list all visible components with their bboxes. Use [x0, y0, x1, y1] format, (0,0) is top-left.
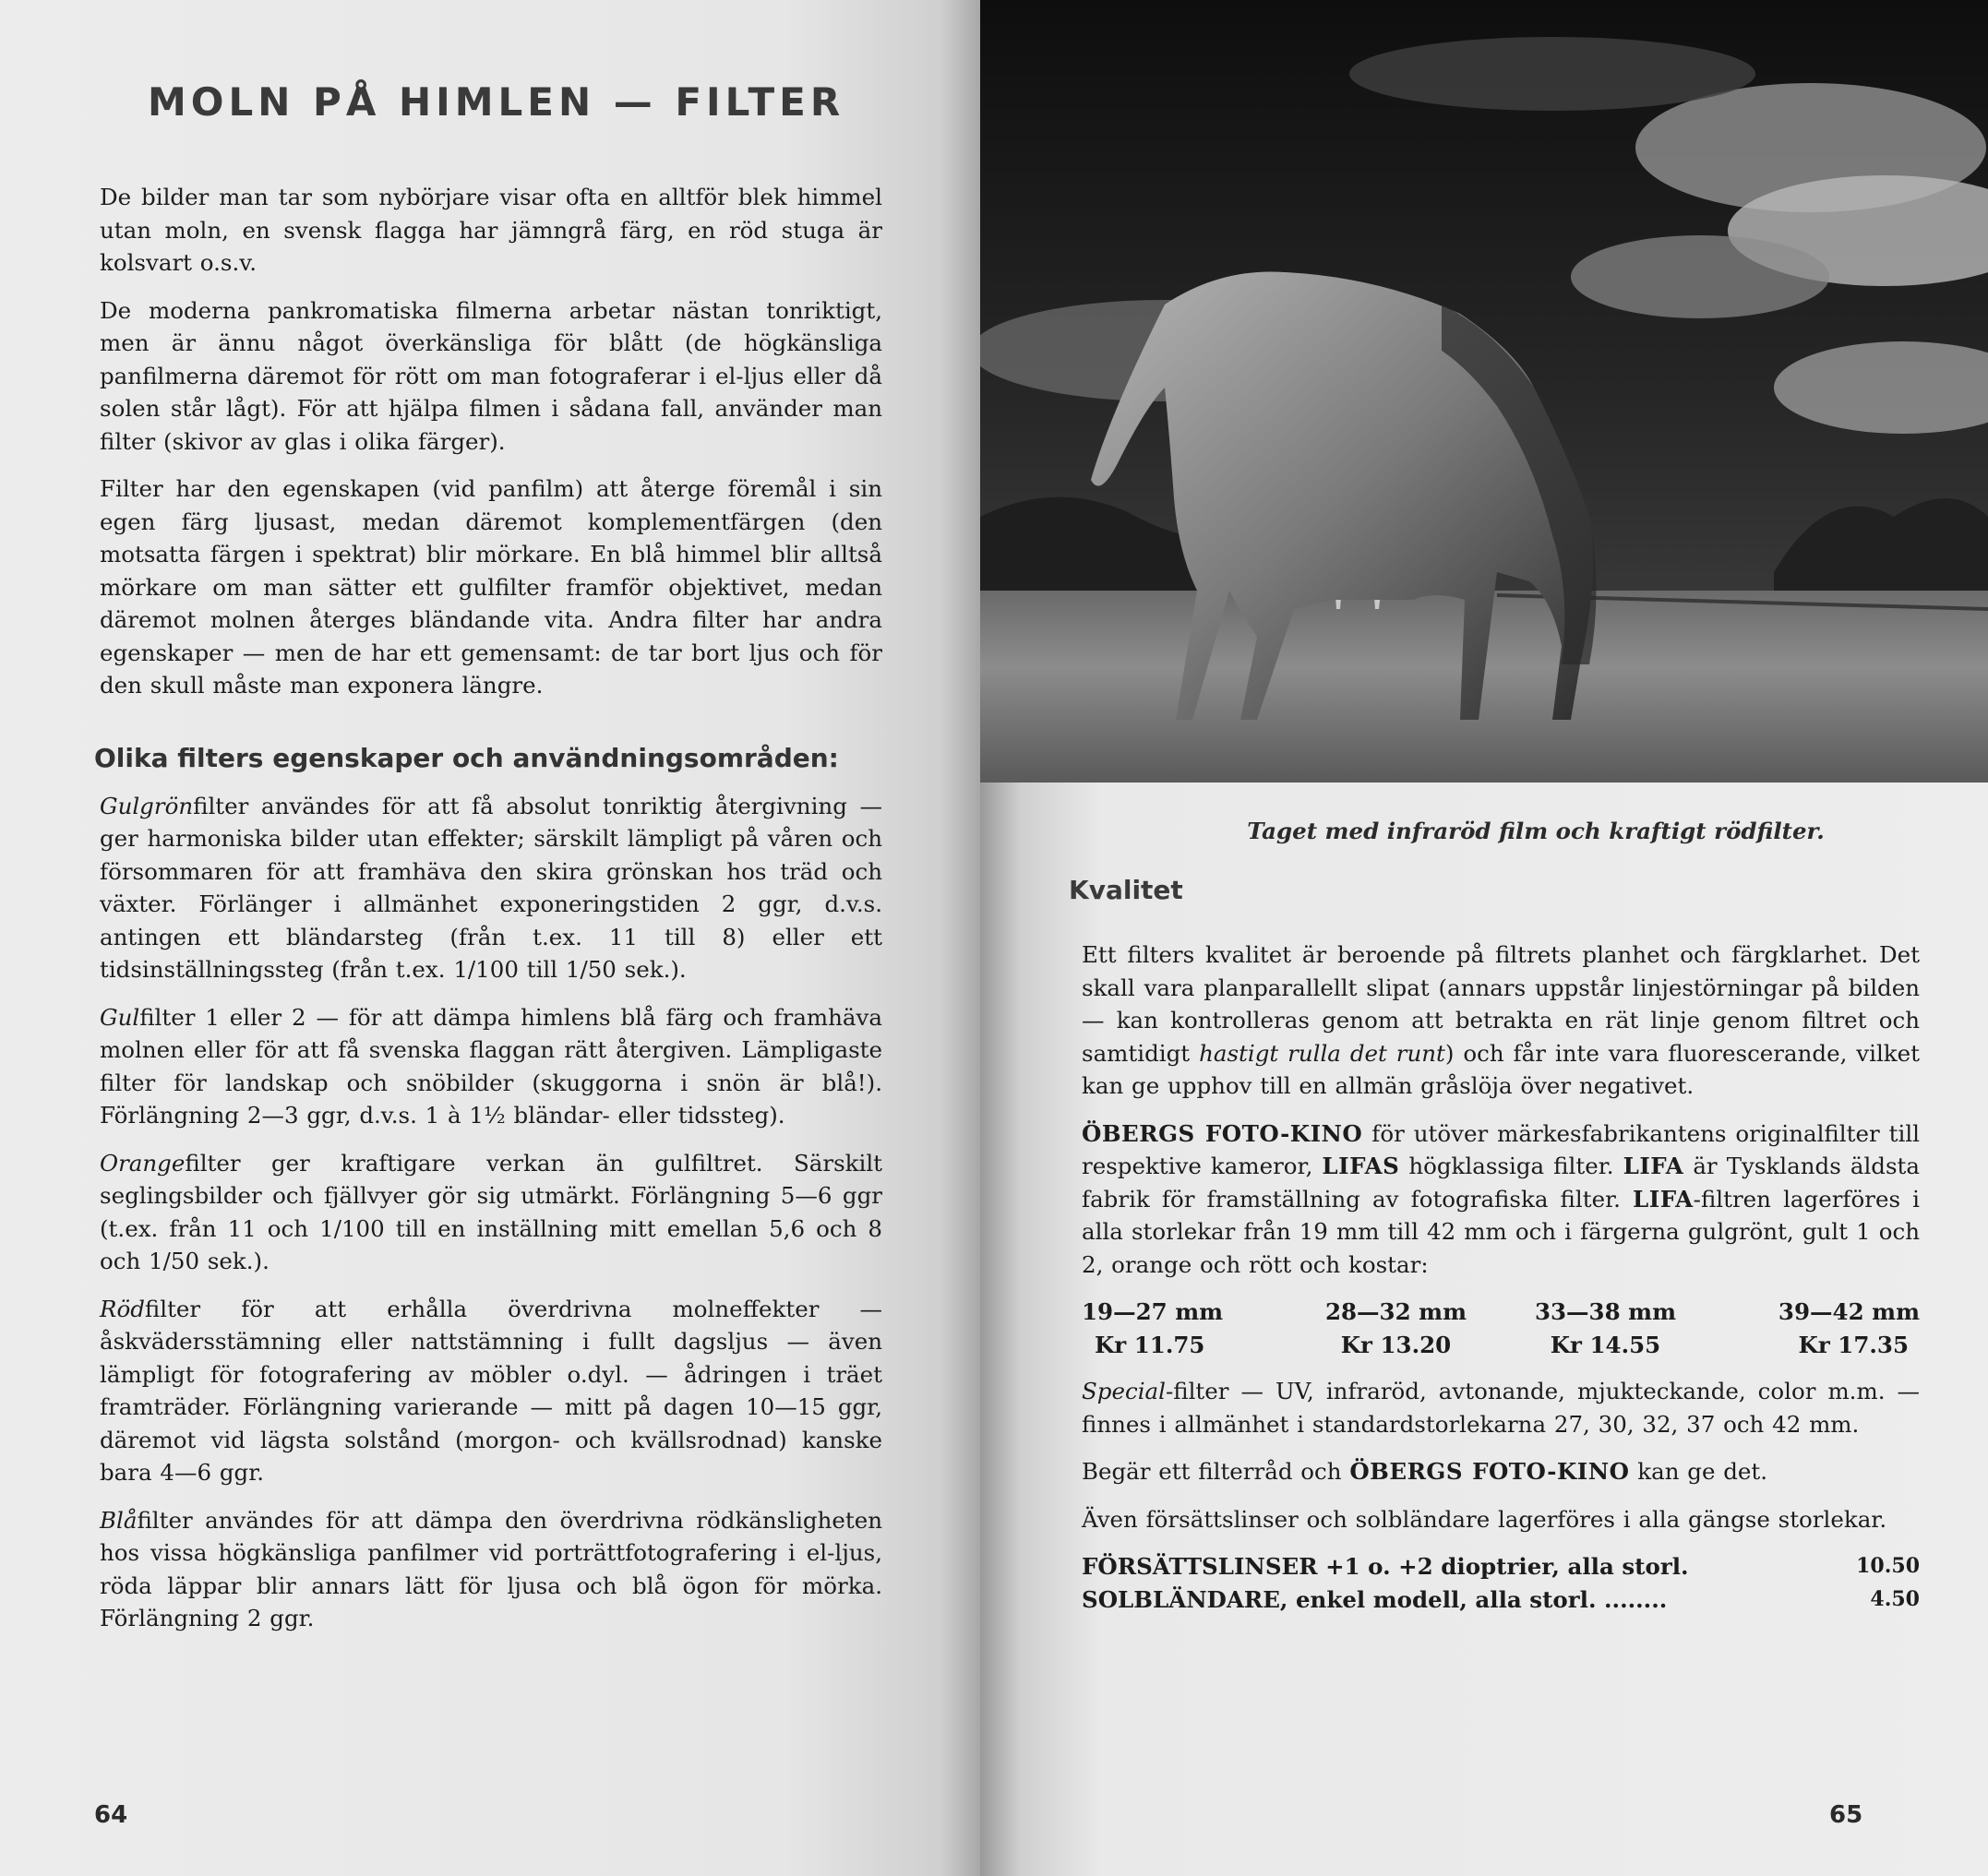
store-text: -filtren lagerföres i alla storlekar från 19 mm till 42 mm och i färgerna gulgrönt, gult 1 och 2, orange och rött och kostar: [1082, 1185, 1920, 1278]
page-number-left: 64 [94, 1801, 128, 1829]
filter-gulgron [100, 790, 882, 986]
filter-name: Gulgrön [100, 792, 194, 819]
filter-price-table [1082, 1296, 1920, 1362]
accessory-price: 4.50 [1870, 1586, 1920, 1611]
store-text: för utöver märkesfabrikantens originalfilter till respektive kameror, [1082, 1119, 1920, 1179]
filter-bla [100, 1504, 882, 1635]
price-cell: Kr 17.35 [1798, 1332, 1909, 1358]
accessory-line [1082, 1550, 1920, 1583]
filter-name: Orange [100, 1149, 186, 1177]
accessories-paragraph: Även försättslinser och solbländare lagerföres i alla gängse storlekar. [1082, 1505, 1887, 1533]
intro-paragraph-1: De bilder man tar som nybörjare visar ofta en alltför blek himmel utan moln, en svensk flagga har jämngrå färg, en röd stuga är kolsvart o.s.v. [100, 184, 882, 276]
quality-text-end: ) och får inte vara fluorescerande, vilket kan ge upphov till en allmän gråslöja över negativet. [1082, 1039, 1920, 1099]
intro-paragraph-3: Filter har den egenskapen (vid panfilm) att återge föremål i sin egen färg ljusast, medan däremot komplementfärgen (den motsatta färgen i spektrat) blir mörkare. En blå himmel blir alltså mörkare om man sätter ett gulfilter framför objektivet, medan däremot molnen återges bländande vita. Andra filter har andra egenskaper — men de har ett gemensamt: de tar bort ljus och för den skull måste man exponera längre. [100, 475, 882, 699]
price-cell: Kr 13.20 [1340, 1332, 1452, 1358]
left-page [0, 0, 980, 1876]
page-title: MOLN PÅ HIMLEN — FILTER [148, 79, 845, 125]
quality-text-emphasis: hastigt rulla det runt [1199, 1039, 1445, 1067]
left-text-column [94, 181, 882, 1650]
filter-description: filter användes för att dämpa den överdrivna rödkänsligheten hos vissa högkänsliga panfilmer vid porträttfotografering i el-ljus, röda läppar blir annars lätt för ljusa och blå ögon för mörka. Förlängning 2 ggr. [100, 1506, 882, 1631]
price-cell: Kr 14.55 [1550, 1332, 1661, 1358]
filters-subheading: Olika filters egenskaper och användningsområden: [94, 742, 839, 773]
advice-text: Begär ett filterråd och [1082, 1458, 1350, 1485]
size-cell: 39—42 mm [1778, 1298, 1920, 1325]
special-filter-text: -filter — UV, infraröd, avtonande, mjukteckande, color m.m. — finnes i allmänhet i standardstorlekarna 27, 30, 32, 37 och 42 mm. [1082, 1378, 1920, 1438]
lifa-brand: LIFA [1633, 1185, 1694, 1213]
filter-orange [100, 1147, 882, 1278]
accessory-price: 10.50 [1856, 1554, 1920, 1578]
accessory-label: SOLBLÄNDARE, enkel modell, alla storl. ........ [1082, 1585, 1668, 1613]
accessory-line [1082, 1583, 1920, 1617]
price-cell: Kr 11.75 [1095, 1332, 1205, 1358]
accessory-label: FÖRSÄTTSLINSER +1 o. +2 dioptrier, alla storl. [1082, 1553, 1689, 1580]
photo-caption: Taget med infraröd film och kraftigt rödfilter. [1247, 818, 1825, 844]
filter-gul [100, 1001, 882, 1132]
store-brand: ÖBERGS FOTO-KINO [1082, 1119, 1363, 1147]
cloud [1349, 37, 1755, 111]
horse-photo-illustration [980, 0, 1988, 783]
right-page [980, 0, 1988, 1876]
store-text: är Tysklands äldsta fabrik för framställning av fotografiska filter. [1082, 1153, 1920, 1213]
advice-paragraph [1082, 1455, 1920, 1488]
lifa-brand: LIFAS [1322, 1153, 1400, 1179]
size-cell: 33—38 mm [1534, 1298, 1677, 1325]
store-paragraph [1082, 1117, 1920, 1282]
right-text-column [1069, 875, 1920, 1616]
cloud [1571, 235, 1829, 318]
filter-description: filter ger kraftigare verkan än gulfiltret. Särskilt seglingsbilder och fjällvyer gör sig utmärkt. Förlängning 5—6 ggr (t.ex. från 11 och 1/100 till en inställning mitt emellan 5,6 och 8 och 1/50 sek.). [100, 1149, 882, 1274]
store-brand: ÖBERGS FOTO-KINO [1349, 1458, 1630, 1485]
filter-description: filter 1 eller 2 — för att dämpa himlens blå färg och framhäva molnen eller för att få svenska flaggan rätt återgiven. Lämpligaste filter för landskap och snöbilder (skuggorna i snön är blå!). Förlängning 2—3 ggr, d.v.s. 1 à 1½ bländar- eller tidssteg). [100, 1003, 882, 1129]
filter-description: filter användes för att få absolut tonriktig återgivning — ger harmoniska bilder utan effekter; särskilt lämpligt på våren och försommaren för att framhäva den skira grönskan hos träd och växter. Förlänger i allmänhet exponeringstiden 2 ggr, d.v.s. antingen ett bländarsteg (från t.ex. 11 till 8) eller ett tidsinställningssteg (från t.ex. 1/100 till 1/50 sek.). [100, 792, 882, 983]
special-filter-name: Special [1082, 1378, 1166, 1404]
quality-paragraph [1082, 938, 1920, 1103]
lifa-brand: LIFA [1623, 1153, 1684, 1179]
filter-description: filter för att erhålla överdrivna molneffekter — åskvädersstämning eller nattstämning i fullt dagsljus — även lämpligt för fotografering av möbler o.dyl. — ådringen i träet framträder. Förlängning varierande — mitt på dagen 10—15 ggr, däremot vid lägsta solstånd (morgon- och kvällsrodnad) kanske bara 4—6 ggr. [100, 1295, 882, 1486]
quality-subheading: Kvalitet [1069, 875, 1183, 905]
size-cell: 19—27 mm [1082, 1298, 1224, 1325]
filter-name: Röd [100, 1295, 145, 1322]
advice-text: kan ge det. [1629, 1458, 1768, 1485]
quality-text-start: Ett filters kvalitet är beroende på filtrets planhet och färgklarhet. Det skall vara planparallellt slipat (annars uppstår linjestörningar på bilden — kan kontrolleras genom att betrakta en rät linje genom filtret och samtidigt [1082, 941, 1920, 1067]
filter-name: Gul [100, 1003, 140, 1031]
store-text: högklassiga filter. [1399, 1153, 1623, 1179]
page-number-right: 65 [1829, 1801, 1863, 1829]
filter-rod [100, 1293, 882, 1489]
special-filter-paragraph [1082, 1375, 1920, 1440]
size-cell: 28—32 mm [1324, 1298, 1467, 1325]
intro-paragraph-2: De moderna pankromatiska filmerna arbetar nästan tonriktigt, men är ännu något överkänsliga för blått (de högkänsliga panfilmerna däremot för rött om man fotograferar i el-ljus eller då solen står lågt). För att hjälpa filmen i sådana fall, använder man filter (skivor av glas i olika färger). [100, 296, 882, 455]
filter-name: Blå [100, 1506, 138, 1534]
horse-photograph [980, 0, 1988, 783]
